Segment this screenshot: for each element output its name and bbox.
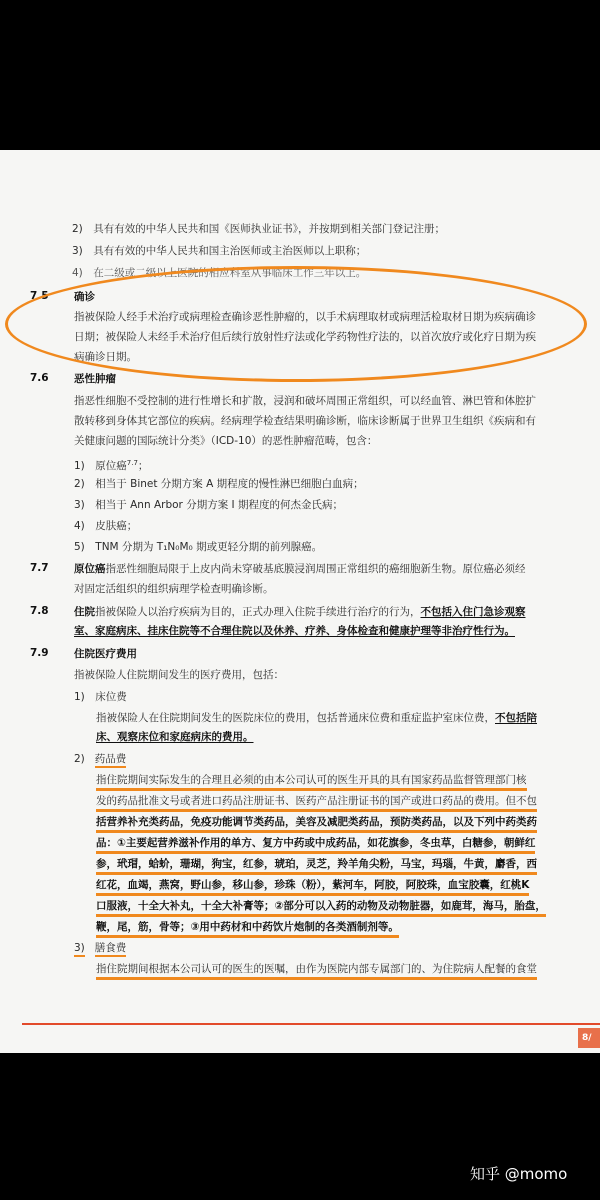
list-item: 4) 皮肤癌； <box>74 520 138 532</box>
doc-line <box>74 605 526 619</box>
doc-text: 指被保险人在住院期间发生的医院床位的费用，包括普通床位费和重症监护室床位费， <box>96 712 495 724</box>
highlighted-line: 括营养补充类药品，免疫功能调节类药品，美容及减肥类药品，预防类药品，以及下列中药类药 <box>96 815 537 833</box>
section-number: 7.9 <box>30 647 49 659</box>
highlighted-line: 红花，血竭，燕窝，野山参，移山参，珍珠（粉），紫河车，阿胶，阿胶珠，血宝胶囊，红桃K <box>96 878 529 896</box>
doc-line: 散转移到身体其它部位的疾病。经病理学检查结果明确诊断，临床诊断属于世界卫生组织《疾病和有 <box>74 415 536 427</box>
top-black-bar <box>0 0 600 150</box>
list-item: 2) 相当于 Binet 分期方案 A 期程度的慢性淋巴细胞白血病； <box>74 478 364 490</box>
doc-line: 关健康问题的国际统计分类》（ICD-10）的恶性肿瘤范畴，包含： <box>74 435 378 447</box>
highlighted-line: 鞭，尾，筋，骨等；③用中药材和中药饮片炮制的各类酒制剂等。 <box>96 920 399 938</box>
footnote-ref: 7.7 <box>126 459 138 467</box>
watermark: 知乎 @momo <box>470 1165 568 1183</box>
section-title: 确诊 <box>74 291 95 303</box>
list-item <box>74 941 126 955</box>
doc-line: 病确诊日期。 <box>74 351 137 363</box>
doc-line: 指被保险人经手术治疗或病理检查确诊恶性肿瘤的，以手术病理取材或病理活检取材日期为疾病确诊 <box>74 311 536 323</box>
doc-text: 指被保险人以治疗疾病为目的，正式办理入住院手续进行治疗的行为， <box>95 606 421 618</box>
list-item: 5) TNM 分期为 T₁N₀M₀ 期或更轻分期的前列腺癌。 <box>74 541 323 553</box>
document-page <box>0 150 600 1053</box>
section-title: 原位癌 <box>74 563 106 575</box>
exclusion-text: 室、家庭病床、挂床住院等不合理住院以及休养、疗养、身体检查和健康护理等非治疗性行为。 <box>74 625 515 637</box>
list-item-title: 药品费 <box>95 753 127 768</box>
doc-line: 日期；被保险人未经手术治疗但后续行放射性疗法或化学药物性疗法的，以首次放疗或化疗日期为疾 <box>74 331 536 343</box>
doc-line: 指恶性细胞不受控制的进行性增长和扩散，浸润和破坏周围正常组织，可以经血管、淋巴管和体腔扩 <box>74 395 536 407</box>
section-title: 住院医疗费用 <box>74 648 137 660</box>
doc-line: 2) 具有有效的中华人民共和国《医师执业证书》，并按期到相关部门登记注册； <box>72 223 446 235</box>
list-item: 3) 相当于 Ann Arbor 分期方案 I 期程度的何杰金氏病； <box>74 499 343 511</box>
doc-line: 4) 在二级或二级以上医院的相应科室从事临床工作三年以上。 <box>72 267 367 279</box>
list-number: 3) <box>74 942 85 957</box>
section-number: 7.7 <box>30 562 49 574</box>
highlighted-line: 参，玳瑁，蛤蚧，珊瑚，狗宝，红参，琥珀，灵芝，羚羊角尖粉，马宝，玛瑙，牛黄，麝香，西 <box>96 857 537 875</box>
section-number: 7.6 <box>30 372 49 384</box>
doc-line: 指被保险人住院期间发生的医疗费用，包括： <box>74 669 284 681</box>
list-item-text: 1) 原位癌 <box>74 460 127 472</box>
section-number: 7.8 <box>30 605 49 617</box>
list-number: 2) <box>74 753 85 765</box>
page-number: 8/ <box>578 1028 600 1048</box>
doc-line: 对固定活组织的组织病理学检查明确诊断。 <box>74 583 274 595</box>
list-item: 1) 床位费 <box>74 691 127 703</box>
highlighted-line: 品：①主要起营养滋补作用的单方、复方中药或中成药品，如花旗参，冬虫草，白糖参，朝鲜红 <box>96 836 535 854</box>
doc-line <box>96 711 537 725</box>
highlighted-line: 指住院期间根据本公司认可的医生的医嘱，由作为医院内部专属部门的、为住院病人配餐的食堂 <box>96 962 537 980</box>
list-item-text: ； <box>137 460 149 472</box>
list-item <box>74 456 148 473</box>
highlighted-line: 发的药品批准文号或者进口药品注册证书、医药产品注册证书的国产或进口药品的费用。但不包 <box>96 794 537 812</box>
exclusion-text: 床、观察床位和家庭病床的费用。 <box>96 731 254 743</box>
doc-text: 指恶性细胞局限于上皮内尚未穿破基底膜浸润周围正常组织的癌细胞新生物。原位癌必须经 <box>105 563 526 575</box>
footer-rule <box>22 1023 600 1025</box>
section-title: 恶性肿瘤 <box>74 373 116 385</box>
section-number: 7.5 <box>30 290 49 302</box>
doc-line <box>74 562 526 576</box>
list-item-title: 膳食费 <box>95 942 127 957</box>
highlighted-line: 口服液，十全大补丸，十全大补膏等；②部分可以入药的动物及动物脏器，如鹿茸，海马，胎盘， <box>96 899 546 917</box>
exclusion-text: 不包括陪 <box>495 712 537 724</box>
highlighted-line: 指住院期间实际发生的合理且必须的由本公司认可的医生开具的具有国家药品监督管理部门核 <box>96 773 527 791</box>
exclusion-text: 不包括入住门急诊观察 <box>420 606 526 618</box>
list-item <box>74 752 126 766</box>
section-title: 住院 <box>74 606 95 618</box>
doc-line: 3) 具有有效的中华人民共和国主治医师或主治医师以上职称； <box>72 245 367 257</box>
